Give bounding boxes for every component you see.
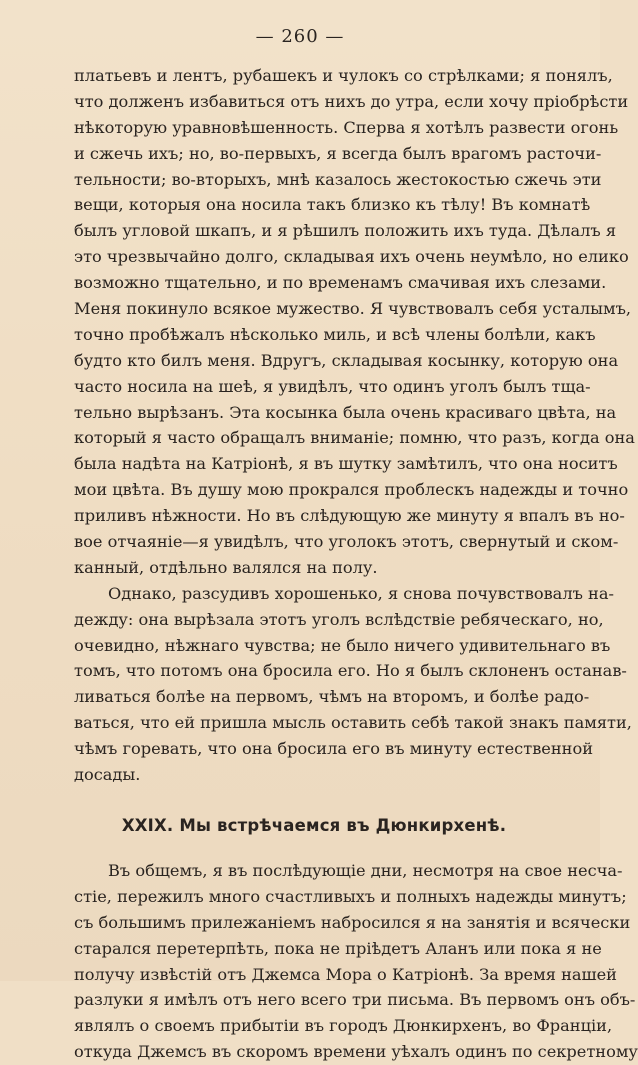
text-line: стіе, пережилъ много счастливыхъ и полныхъ надежды минутъ; [74,886,627,906]
text-line: вое отчаяніе—я увидѣлъ, что уголокъ этотъ, свернутый и ском- [74,532,619,552]
text-line: старался перетерпѣть, пока не прiѣдетъ Аланъ или пока я не [74,938,602,958]
text-line: вещи, которыя она носила такъ близко къ тѣлу! Въ комнатѣ [74,195,591,215]
page-body [74,63,638,1065]
text-line: чѣмъ горевать, что она бросила его въ минуту естественной [74,739,593,759]
text-line: это чрезвычайно долго, складывая ихъ очень неумѣло, но елико [74,247,629,267]
text-line: Въ общемъ, я въ послѣдующіе дни, несмотря на свое несча- [108,860,623,880]
text-line: который я часто обращалъ вниманіе; помню, что разъ, когда она [74,428,635,448]
text-line: что долженъ избавиться отъ нихъ до утра, если хочу пріобрѣсти [74,91,629,111]
chapter-paragraph [74,858,638,1065]
text-line: получу извѣстій отъ Джемса Мора о Катріонѣ. За время нашей [74,964,617,984]
text-line: разлуки я имѣлъ отъ него всего три письма. Въ первомъ онъ объ- [74,990,636,1010]
text-line: очевидно, нѣжнаго чувства; не было ничего удивительнаго въ [74,635,611,655]
text-line: Меня покинуло всякое мужество. Я чувствовалъ себя усталымъ, [74,299,632,319]
text-line: ливаться болѣе на первомъ, чѣмъ на второмъ, и болѣе радо- [74,687,590,707]
text-line: и сжечь ихъ; но, во-первыхъ, я всегда былъ врагомъ расточи- [74,143,602,163]
text-line: томъ, что потомъ она бросила его. Но я былъ склоненъ останав- [74,661,627,681]
chapter-heading: XXIX. Мы встрѣчаемся въ Дюнкирхенѣ. [121,815,507,835]
text-line: ваться, что ей пришла мысль оставить себѣ такой знакъ памяти, [74,713,632,733]
text-line: былъ угловой шкапъ, и я рѣшилъ положить ихъ туда. Дѣлалъ я [74,221,617,241]
text-line: нѣкоторую уравновѣшенность. Сперва я хотѣлъ развести огонь [74,117,619,137]
page-number: — 260 — [255,26,345,47]
text-line: канный, отдѣльно валялся на полу. [74,557,378,577]
text-line: Однако, разсудивъ хорошенько, я снова почувствовалъ на- [108,583,614,603]
text-line: часто носила на шеѣ, я увидѣлъ, что одинъ уголъ былъ тща- [74,376,591,396]
text-line: мои цвѣта. Въ душу мою прокрался проблескъ надежды и точно [74,480,629,500]
text-line: дежду: она вырѣзала этотъ уголъ вслѣдствіе ребяческаго, но, [74,609,604,629]
text-line: тельно вырѣзанъ. Эта косынка была очень красиваго цвѣта, на [74,402,617,422]
paragraphs [74,63,635,788]
paragraph [74,63,635,581]
text-line: съ большимъ прилежаніемъ набросился я на занятія и всячески [74,912,631,932]
text-line: тельности; во-вторыхъ, мнѣ казалось жестокостью сжечь эти [74,169,602,189]
text-line: возможно тщательно, и по временамъ смачивая ихъ слезами. [74,273,607,293]
text-line: приливъ нѣжности. Но въ слѣдующую же минуту я впалъ въ но- [74,506,625,526]
text-line: платьевъ и лентъ, рубашекъ и чулокъ со стрѣлками; я понялъ, [74,66,613,85]
text-line: досады. [74,765,141,785]
paragraph [74,858,638,1065]
text-line: была надѣта на Катріонѣ, я въ шутку замѣтилъ, что она носитъ [74,454,618,474]
text-line: точно пробѣжалъ нѣсколько миль, и всѣ члены болѣли, какъ [74,324,596,344]
text-line: откуда Джемсъ въ скоромъ времени уѣхалъ одинъ по секретному [74,1042,638,1062]
text-line: будто кто билъ меня. Вдругъ, складывая косынку, которую она [74,350,619,370]
paragraph [74,581,632,788]
text-line: являлъ о своемъ прибытіи въ городъ Дюнкирхенъ, во Франціи, [74,1016,613,1036]
